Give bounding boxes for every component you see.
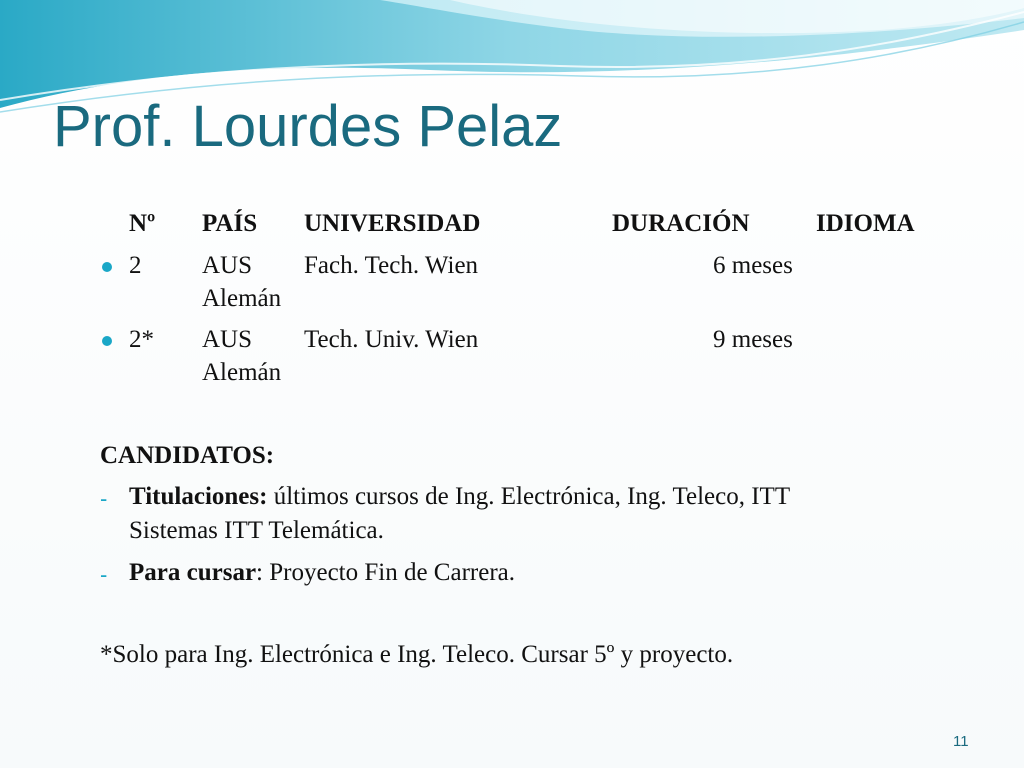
candidates-heading: CANDIDATOS: bbox=[100, 442, 275, 469]
header-university: UNIVERSIDAD bbox=[304, 210, 481, 237]
row-2-num: 2* bbox=[129, 326, 154, 353]
footnote: *Solo para Ing. Electrónica e Ing. Teleco. Cursar 5º y proyecto. bbox=[100, 641, 734, 668]
candidates-item-para-cursar bbox=[129, 558, 515, 588]
row-1-language: Alemán bbox=[202, 285, 282, 312]
titulaciones-text-line2: Sistemas ITT Telemática. bbox=[129, 517, 384, 544]
slide-number: 11 bbox=[953, 733, 969, 750]
dash-bullet-icon: - bbox=[100, 562, 108, 587]
titulaciones-label: Titulaciones: bbox=[129, 483, 268, 510]
bullet-dot-icon bbox=[102, 336, 112, 346]
header-num: Nº bbox=[129, 210, 156, 237]
row-2-university: Tech. Univ. Wien bbox=[304, 326, 479, 353]
row-1-duration: 6 meses bbox=[713, 252, 793, 279]
row-2-duration: 9 meses bbox=[713, 326, 793, 353]
header-country: PAÍS bbox=[202, 210, 258, 237]
row-2-country: AUS bbox=[202, 326, 253, 353]
slide-title: Prof. Lourdes Pelaz bbox=[53, 94, 563, 159]
para-cursar-label: Para cursar bbox=[129, 559, 257, 586]
header-duration: DURACIÓN bbox=[612, 210, 750, 237]
header-language: IDIOMA bbox=[816, 210, 915, 237]
bullet-dot-icon bbox=[102, 262, 112, 272]
row-1-country: AUS bbox=[202, 252, 253, 279]
row-1-num: 2 bbox=[129, 252, 142, 279]
row-1-university: Fach. Tech. Wien bbox=[304, 252, 479, 279]
row-2-language: Alemán bbox=[202, 359, 282, 386]
candidates-item-titulaciones bbox=[129, 482, 790, 512]
dash-bullet-icon: - bbox=[100, 486, 108, 511]
titulaciones-text: últimos cursos de Ing. Electrónica, Ing. Teleco, ITT bbox=[267, 483, 791, 510]
para-cursar-text: : Proyecto Fin de Carrera. bbox=[256, 559, 515, 586]
